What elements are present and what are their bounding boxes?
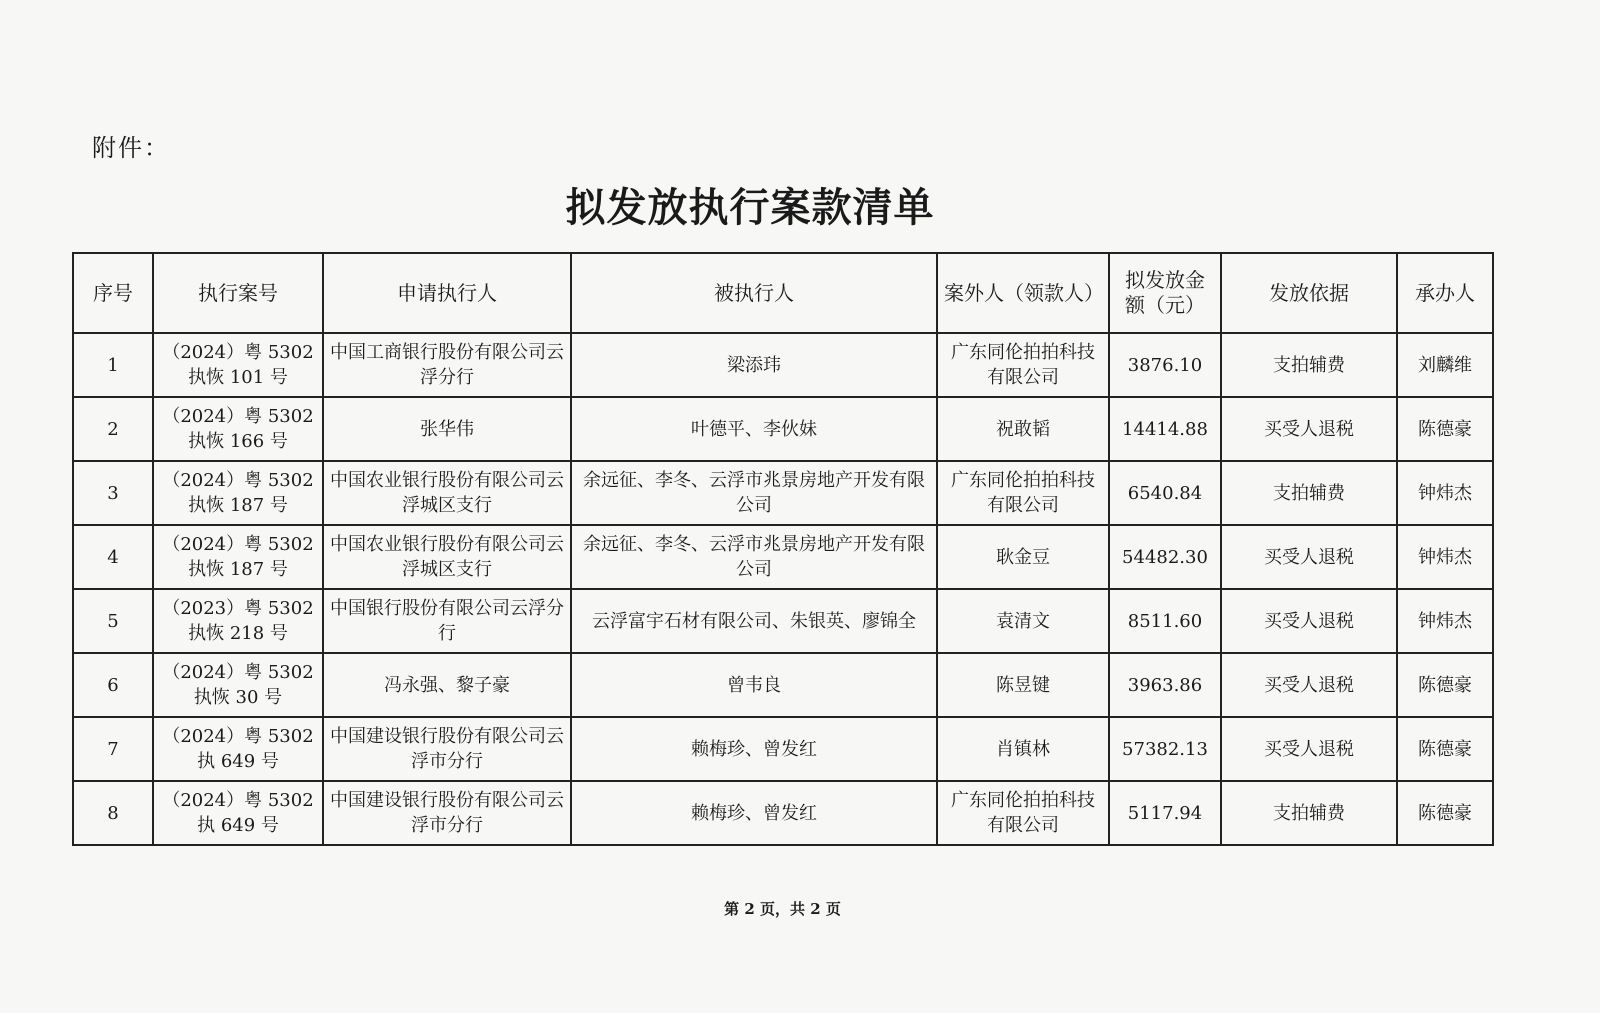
cell-respondent: 梁添玮 — [571, 333, 937, 397]
cell-basis: 支拍辅费 — [1221, 781, 1397, 845]
cell-basis: 买受人退税 — [1221, 717, 1397, 781]
cell-case-no: （2024）粤 5302 执恢 30 号 — [153, 653, 323, 717]
cell-respondent: 赖梅珍、曾发红 — [571, 717, 937, 781]
table-row — [73, 653, 1493, 717]
header-case-no: 执行案号 — [153, 253, 323, 333]
cell-amount: 3963.86 — [1109, 653, 1221, 717]
cell-basis: 买受人退税 — [1221, 397, 1397, 461]
cell-respondent: 叶德平、李伙妹 — [571, 397, 937, 461]
cell-handler: 陈德豪 — [1397, 781, 1493, 845]
cell-seq: 6 — [73, 653, 153, 717]
cell-respondent: 余远征、李冬、云浮市兆景房地产开发有限公司 — [571, 525, 937, 589]
cell-amount: 5117.94 — [1109, 781, 1221, 845]
header-payee: 案外人（领款人） — [937, 253, 1109, 333]
document-title: 拟发放执行案款清单 — [565, 185, 935, 231]
cell-payee: 耿金豆 — [937, 525, 1109, 589]
header-basis: 发放依据 — [1221, 253, 1397, 333]
cell-seq: 4 — [73, 525, 153, 589]
cell-handler: 钟炜杰 — [1397, 461, 1493, 525]
cell-respondent: 云浮富宇石材有限公司、朱银英、廖锦全 — [571, 589, 937, 653]
cell-case-no: （2023）粤 5302 执恢 218 号 — [153, 589, 323, 653]
cell-seq: 1 — [73, 333, 153, 397]
cell-applicant: 中国农业银行股份有限公司云浮城区支行 — [323, 461, 571, 525]
cell-amount: 54482.30 — [1109, 525, 1221, 589]
cell-case-no: （2024）粤 5302 执 649 号 — [153, 717, 323, 781]
table-row — [73, 461, 1493, 525]
cell-payee: 祝敢韬 — [937, 397, 1109, 461]
cell-applicant: 中国农业银行股份有限公司云浮城区支行 — [323, 525, 571, 589]
table-header-row — [73, 253, 1493, 333]
cell-handler: 陈德豪 — [1397, 653, 1493, 717]
header-applicant: 申请执行人 — [323, 253, 571, 333]
cell-handler: 陈德豪 — [1397, 717, 1493, 781]
attachment-label: 附件： — [92, 134, 170, 162]
cell-basis: 买受人退税 — [1221, 589, 1397, 653]
cell-amount: 3876.10 — [1109, 333, 1221, 397]
cell-amount: 6540.84 — [1109, 461, 1221, 525]
cell-seq: 8 — [73, 781, 153, 845]
cell-respondent: 赖梅珍、曾发红 — [571, 781, 937, 845]
cell-handler: 刘麟维 — [1397, 333, 1493, 397]
table-row — [73, 525, 1493, 589]
cell-applicant: 张华伟 — [323, 397, 571, 461]
cell-case-no: （2024）粤 5302 执恢 187 号 — [153, 461, 323, 525]
cases-table — [72, 252, 1494, 846]
cell-seq: 5 — [73, 589, 153, 653]
table-row — [73, 717, 1493, 781]
cell-respondent: 余远征、李冬、云浮市兆景房地产开发有限公司 — [571, 461, 937, 525]
table-row — [73, 397, 1493, 461]
cell-basis: 支拍辅费 — [1221, 461, 1397, 525]
cell-applicant: 中国建设银行股份有限公司云浮市分行 — [323, 717, 571, 781]
cell-seq: 3 — [73, 461, 153, 525]
cell-case-no: （2024）粤 5302 执恢 187 号 — [153, 525, 323, 589]
cell-amount: 57382.13 — [1109, 717, 1221, 781]
cell-case-no: （2024）粤 5302 执恢 166 号 — [153, 397, 323, 461]
header-seq: 序号 — [73, 253, 153, 333]
cell-payee: 陈昱键 — [937, 653, 1109, 717]
cell-payee: 袁清文 — [937, 589, 1109, 653]
cell-amount: 14414.88 — [1109, 397, 1221, 461]
header-handler: 承办人 — [1397, 253, 1493, 333]
header-amount: 拟发放金额（元） — [1109, 253, 1221, 333]
cell-payee: 广东同伦拍拍科技有限公司 — [937, 461, 1109, 525]
cell-seq: 2 — [73, 397, 153, 461]
cell-applicant: 中国银行股份有限公司云浮分行 — [323, 589, 571, 653]
table-row — [73, 781, 1493, 845]
cell-basis: 支拍辅费 — [1221, 333, 1397, 397]
cell-respondent: 曾韦良 — [571, 653, 937, 717]
page-footer: 第 2 页，共 2 页 — [724, 900, 841, 918]
cell-basis: 买受人退税 — [1221, 525, 1397, 589]
cell-payee: 广东同伦拍拍科技有限公司 — [937, 781, 1109, 845]
table-row — [73, 589, 1493, 653]
cell-applicant: 中国工商银行股份有限公司云浮分行 — [323, 333, 571, 397]
cell-handler: 陈德豪 — [1397, 397, 1493, 461]
header-respondent: 被执行人 — [571, 253, 937, 333]
cell-seq: 7 — [73, 717, 153, 781]
cell-applicant: 中国建设银行股份有限公司云浮市分行 — [323, 781, 571, 845]
table-row — [73, 333, 1493, 397]
cell-case-no: （2024）粤 5302 执 649 号 — [153, 781, 323, 845]
cell-payee: 广东同伦拍拍科技有限公司 — [937, 333, 1109, 397]
cell-applicant: 冯永强、黎子豪 — [323, 653, 571, 717]
cell-basis: 买受人退税 — [1221, 653, 1397, 717]
cell-case-no: （2024）粤 5302 执恢 101 号 — [153, 333, 323, 397]
cell-handler: 钟炜杰 — [1397, 589, 1493, 653]
cell-handler: 钟炜杰 — [1397, 525, 1493, 589]
cell-amount: 8511.60 — [1109, 589, 1221, 653]
cell-payee: 肖镇林 — [937, 717, 1109, 781]
